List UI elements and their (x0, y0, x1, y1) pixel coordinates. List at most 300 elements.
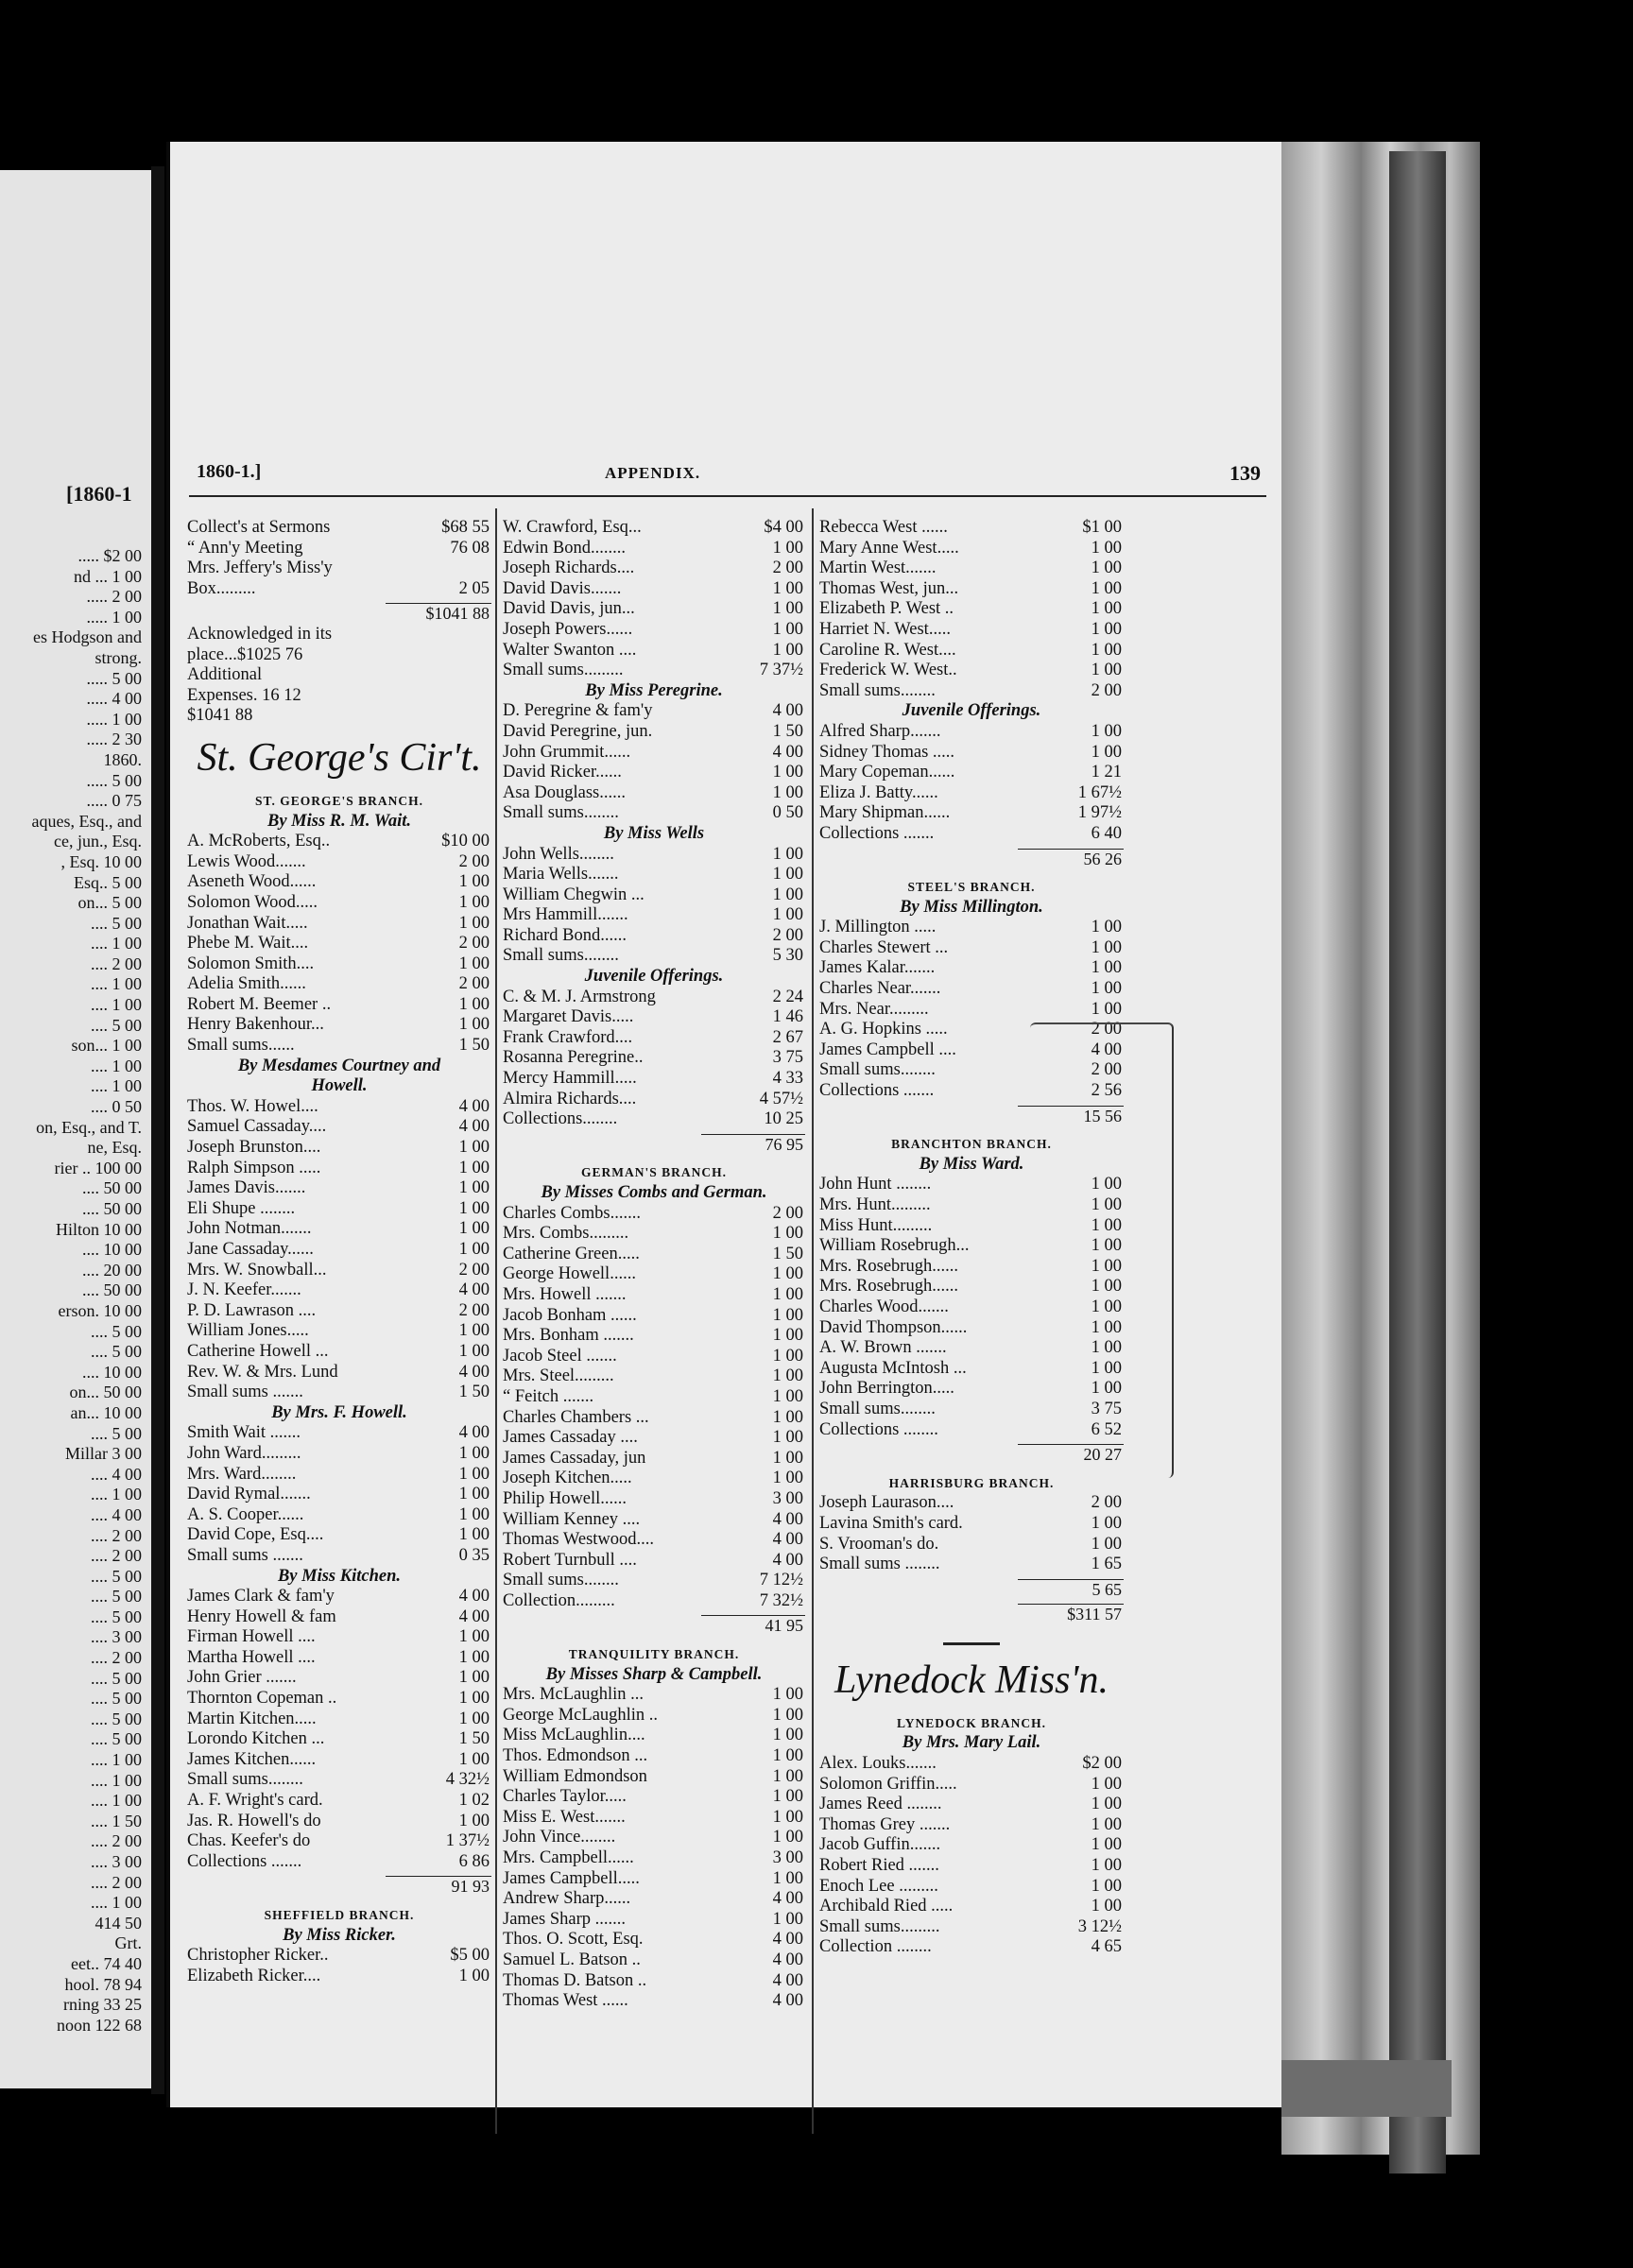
contributor-name: Mrs. Rosebrugh...... (819, 1256, 958, 1276)
contributor-name: Frank Crawford.... (503, 1027, 633, 1047)
amount: 1 00 (458, 1240, 490, 1259)
prev-page-line: ..... 5 00 (86, 668, 142, 688)
contributor-name: James Kalar....... (819, 958, 936, 978)
contributor-name: Samuel L. Batson .. (503, 1950, 641, 1969)
contributor-name: Small sums........ (819, 680, 936, 700)
prev-page-line: ne, Esq. (87, 1138, 142, 1158)
contribution-row (503, 1787, 805, 1808)
contribution-row (187, 1648, 491, 1669)
contribution-row (819, 824, 1124, 845)
prev-page-line: .... 2 00 (91, 1546, 142, 1566)
prev-page-line: .... 5 00 (91, 1015, 142, 1035)
amount: 1 00 (1091, 918, 1122, 937)
amount: 3 12½ (1077, 1916, 1122, 1936)
contribution-row (503, 1366, 805, 1387)
contributor-name: Additional (187, 665, 263, 685)
prev-page-line: ..... 1 00 (86, 709, 142, 729)
contributor-name: David Peregrine, jun. (503, 721, 653, 741)
header-title: APPENDIX. (605, 464, 701, 482)
contributor-name: Expenses. 16 12 (187, 685, 301, 705)
amount: 1 00 (1091, 1835, 1122, 1855)
contributor-name: John Wells........ (503, 844, 614, 864)
contribution-row (187, 954, 491, 975)
header-date: 1860-1.] (197, 461, 262, 482)
collector-heading: By Miss R. M. Wait. (267, 811, 411, 831)
amount: 1 00 (458, 1443, 490, 1463)
prev-page-line: .... 1 00 (91, 1791, 142, 1811)
contributor-name: James Sharp ....... (503, 1909, 626, 1929)
amount: 1 00 (1091, 1513, 1122, 1533)
contributor-name: Harriet N. West..... (819, 619, 951, 639)
amount: 1 00 (458, 1647, 490, 1667)
prev-page-line: .... 5 00 (91, 1566, 142, 1586)
collector-heading: By Miss Kitchen. (277, 1566, 402, 1586)
amount: 1 00 (772, 1868, 803, 1888)
subtotal: 56 26 (1018, 849, 1124, 870)
contributor-name: James Campbell..... (503, 1868, 640, 1888)
amount: 1 00 (1091, 640, 1122, 660)
contributor-name: Jane Cassaday...... (187, 1240, 314, 1259)
contribution-row (187, 1423, 491, 1444)
prev-page-line: erson. 10 00 (58, 1300, 142, 1320)
contribution-row (187, 995, 491, 1016)
column-2 (503, 518, 805, 2012)
contributor-name: Robert Turnbull .... (503, 1550, 637, 1570)
amount: 1 00 (1091, 1297, 1122, 1316)
prev-page-line: aques, Esq., and (31, 811, 142, 831)
contribution-row (503, 1264, 805, 1285)
contribution-row (503, 885, 805, 906)
contributor-name: Eliza J. Batty...... (819, 782, 938, 802)
contribution-row (503, 1469, 805, 1489)
contributor-name: Thos. Edmondson ... (503, 1746, 648, 1766)
amount: 2 00 (458, 974, 490, 994)
amount: 5 30 (772, 946, 803, 966)
amount: $4 00 (764, 518, 803, 537)
prev-page-line: .... 2 00 (91, 1872, 142, 1892)
branch-heading: SHEFFIELD BRANCH. (264, 1908, 415, 1922)
amount: 7 37½ (759, 661, 803, 680)
amount: 10 25 (764, 1109, 803, 1129)
contribution-row (187, 518, 491, 539)
amount: 2 05 (458, 578, 490, 598)
contributor-name: A. W. Brown ....... (819, 1338, 947, 1358)
amount: 1 00 (1091, 1534, 1122, 1554)
contribution-row (503, 1306, 805, 1327)
amount: 4 00 (458, 1587, 490, 1606)
contribution-row (187, 1852, 491, 1873)
contribution-row (187, 706, 491, 727)
amount: 3 00 (772, 1488, 803, 1508)
contribution-row (819, 599, 1124, 620)
contribution-row (819, 620, 1124, 641)
subtotal: 20 27 (1018, 1444, 1124, 1466)
contribution-row (819, 1937, 1124, 1958)
prev-page-line: .... 50 00 (82, 1178, 142, 1198)
contributor-name: Robert Ried ....... (819, 1856, 939, 1876)
contribution-row (187, 1627, 491, 1648)
amount: 1 00 (772, 1705, 803, 1725)
contributor-name: Mary Copeman...... (819, 763, 955, 782)
contributor-name: Thos. O. Scott, Esq. (503, 1930, 644, 1950)
amount: 1 00 (458, 1668, 490, 1688)
contributor-name: Elizabeth Ricker.... (187, 1966, 321, 1985)
amount: 1 00 (1091, 1379, 1122, 1399)
contributor-name: Andrew Sharp...... (503, 1889, 631, 1909)
section-rule (943, 1642, 1000, 1645)
book-bottom-edge (1281, 2060, 1452, 2117)
ink-bracket-mark (1030, 1022, 1174, 1478)
amount: 4 00 (458, 1280, 490, 1300)
contribution-row (819, 1917, 1124, 1938)
amount: 2 00 (458, 934, 490, 954)
contributor-name: John Vince........ (503, 1828, 616, 1847)
amount: 1 97½ (1077, 803, 1122, 823)
contributor-name: Lorondo Kitchen ... (187, 1729, 325, 1749)
contribution-row (819, 763, 1124, 783)
contribution-row (819, 803, 1124, 824)
contribution-row (503, 1848, 805, 1869)
branch-heading: LYNEDOCK BRANCH. (896, 1715, 1047, 1730)
contributor-name: William Edmondson (503, 1766, 647, 1786)
contributor-name: Catherine Howell ... (187, 1341, 329, 1361)
contributor-name: Thomas Westwood.... (503, 1530, 655, 1550)
amount: 2 24 (772, 987, 803, 1006)
contribution-row (819, 958, 1124, 979)
contributor-name: Christopher Ricker.. (187, 1946, 329, 1966)
subtotal: 15 56 (1018, 1106, 1124, 1127)
contributor-name: A. McRoberts, Esq.. (187, 832, 331, 851)
contribution-row (187, 974, 491, 995)
contributor-name: Phebe M. Wait.... (187, 934, 309, 954)
amount: 1 00 (458, 1015, 490, 1035)
amount: 1 00 (772, 1766, 803, 1786)
contribution-row (187, 686, 491, 707)
amount: 4 00 (772, 1509, 803, 1529)
amount: 1 67½ (1077, 782, 1122, 802)
prev-page-line: rning 33 25 (63, 1995, 142, 2015)
amount: 1 00 (772, 1469, 803, 1488)
amount: 4 00 (772, 1889, 803, 1909)
amount: 1 00 (772, 1448, 803, 1468)
contribution-row (187, 1342, 491, 1363)
prev-page-line: ..... 5 00 (86, 770, 142, 790)
contributor-name: Small sums ....... (187, 1545, 303, 1565)
contributor-name: John Ward......... (187, 1443, 301, 1463)
amount: 7 12½ (759, 1571, 803, 1590)
amount: 1 50 (772, 1244, 803, 1263)
amount: 2 00 (458, 851, 490, 871)
contributor-name: Thornton Copeman .. (187, 1689, 337, 1709)
amount: 1 46 (772, 1007, 803, 1027)
prev-page-line: ..... 2 00 (86, 587, 142, 607)
contribution-row (819, 1000, 1124, 1021)
amount: 1 00 (772, 1407, 803, 1427)
contributor-name: Mrs. Steel......... (503, 1366, 614, 1386)
amount: 1 00 (458, 1504, 490, 1524)
amount: 4 00 (458, 1423, 490, 1443)
contribution-row (503, 1387, 805, 1408)
amount: 4 65 (1091, 1937, 1122, 1957)
contributor-name: Mary Anne West..... (819, 538, 959, 558)
contributor-name: C. & M. J. Armstrong (503, 987, 656, 1006)
amount: 1 37½ (445, 1831, 490, 1851)
subtotal: $311 57 (1018, 1604, 1124, 1625)
contributor-name: James Kitchen...... (187, 1749, 317, 1769)
contributor-name: Firman Howell .... (187, 1627, 316, 1647)
contribution-row (187, 1363, 491, 1383)
book-spine-shadow (1389, 151, 1446, 2174)
amount: 1 00 (772, 1264, 803, 1284)
contributor-name: Collections ....... (187, 1851, 302, 1871)
contributor-name: J. N. Keefer....... (187, 1280, 301, 1300)
prev-page-line: .... 10 00 (82, 1362, 142, 1382)
contribution-row (503, 1090, 805, 1110)
contributor-name: Mercy Hammill..... (503, 1069, 637, 1089)
amount: 1 00 (1091, 1215, 1122, 1235)
contributor-name: Charles Chambers ... (503, 1407, 649, 1427)
amount: 4 00 (458, 1117, 490, 1137)
contribution-row (187, 1240, 491, 1261)
amount: 1 00 (458, 913, 490, 933)
prev-page-line: 1860. (103, 749, 142, 769)
prev-page-line: eet.. 74 40 (71, 1953, 142, 1973)
amount: 4 00 (772, 1550, 803, 1570)
prev-page-line: .... 4 00 (91, 1504, 142, 1524)
amount: 1 00 (772, 782, 803, 802)
contribution-row (187, 645, 491, 666)
amount: 1 00 (458, 1811, 490, 1830)
contributor-name: Collection ........ (819, 1937, 932, 1957)
contributor-name: William Jones..... (187, 1321, 309, 1341)
contributor-name: James Clark & fam'y (187, 1587, 335, 1606)
prev-page-line: noon 122 68 (57, 2015, 142, 2035)
contributor-name: Box......... (187, 578, 256, 598)
contributor-name: David Cope, Esq.... (187, 1525, 324, 1545)
contribution-row (819, 661, 1124, 681)
prev-page-line: .... 1 00 (91, 974, 142, 994)
amount: 7 32½ (759, 1590, 803, 1610)
subtotal: 41 95 (701, 1615, 805, 1637)
contribution-row (187, 832, 491, 852)
amount: 1 00 (458, 1485, 490, 1504)
prev-page-line: Grt. (114, 1933, 142, 1953)
amount: 1 00 (772, 865, 803, 885)
contributor-name: Edwin Bond........ (503, 538, 627, 558)
contribution-row (503, 1930, 805, 1950)
contributor-name: Catherine Green..... (503, 1244, 640, 1263)
amount: 1 00 (772, 905, 803, 925)
gutter (151, 166, 164, 2094)
prev-page-line: on... 50 00 (69, 1383, 142, 1402)
contribution-row (819, 1795, 1124, 1815)
amount: 4 00 (458, 1096, 490, 1116)
contribution-row (503, 1449, 805, 1469)
contributor-name: Sidney Thomas ..... (819, 742, 955, 762)
contributor-name: Thos. W. Howel.... (187, 1096, 318, 1116)
prev-page-line: ..... 1 00 (86, 607, 142, 627)
amount: 1 00 (772, 1685, 803, 1705)
amount: 1 00 (458, 1158, 490, 1177)
amount: 1 00 (1091, 619, 1122, 639)
amount: 1 00 (1091, 1256, 1122, 1276)
contributor-name: A. F. Wright's card. (187, 1791, 323, 1811)
contribution-row (187, 1159, 491, 1179)
contributor-name: Jacob Bonham ...... (503, 1305, 637, 1325)
contributor-name: Miss McLaughlin.... (503, 1726, 645, 1745)
contribution-row (187, 1812, 491, 1832)
contributor-name: Small sums........ (503, 1571, 619, 1590)
contributor-name: Collections ....... (819, 1081, 935, 1101)
amount: 1 00 (772, 599, 803, 619)
contributor-name: William Kenney .... (503, 1509, 641, 1529)
amount: 1 00 (772, 640, 803, 660)
contributor-name: Collection......... (503, 1590, 615, 1610)
contribution-row (187, 1831, 491, 1852)
contribution-row (187, 1444, 491, 1465)
contributor-name: Adelia Smith...... (187, 974, 306, 994)
contributor-name: Thomas D. Batson .. (503, 1970, 647, 1990)
contribution-row (187, 1138, 491, 1159)
amount: 1 00 (1091, 1236, 1122, 1256)
contribution-row (187, 1036, 491, 1057)
contributor-name: S. Vrooman's do. (819, 1534, 939, 1554)
contribution-row (503, 1109, 805, 1130)
contributor-name: Walter Swanton .... (503, 640, 637, 660)
contributor-name: David Davis, jun... (503, 599, 635, 619)
amount: 2 00 (1091, 1060, 1122, 1080)
amount: 1 00 (1091, 1876, 1122, 1896)
contributor-name: Rebecca West ...... (819, 518, 948, 537)
contribution-row (187, 1485, 491, 1505)
contribution-row (503, 1991, 805, 2012)
contribution-row (819, 641, 1124, 662)
amount: 1 00 (772, 1909, 803, 1929)
contributor-name: David Rymal....... (187, 1485, 311, 1504)
amount: 1 00 (772, 1386, 803, 1406)
contribution-row (503, 1706, 805, 1727)
amount: 1 00 (772, 1366, 803, 1386)
contribution-row (819, 938, 1124, 959)
contribution-row (187, 872, 491, 893)
contribution-row (187, 1710, 491, 1730)
contributor-name: Collections........ (503, 1109, 618, 1129)
contribution-row (503, 620, 805, 641)
contribution-row (187, 665, 491, 686)
contribution-row (503, 763, 805, 783)
amount: 1 50 (458, 1383, 490, 1402)
contributor-name: Small sums ........ (819, 1555, 940, 1574)
amount: 2 00 (1091, 1020, 1122, 1040)
contribution-row (819, 539, 1124, 559)
contributor-name: Small sums........ (819, 1060, 936, 1080)
contribution-row (819, 1835, 1124, 1856)
amount: $68 55 (441, 518, 490, 537)
prev-page-line: .... 1 00 (91, 1770, 142, 1790)
contribution-row (503, 1408, 805, 1429)
prev-page-line: .... 5 00 (91, 1606, 142, 1626)
contributor-name: John Grummit...... (503, 742, 631, 762)
contributor-name: Richard Bond...... (503, 925, 627, 945)
contribution-row (503, 803, 805, 824)
prev-page-line: .... 10 00 (82, 1240, 142, 1260)
contribution-row (819, 979, 1124, 1000)
amount: 2 00 (1091, 680, 1122, 700)
contribution-row (503, 783, 805, 804)
contribution-row (503, 905, 805, 926)
amount: 2 56 (1091, 1081, 1122, 1101)
contribution-row (187, 539, 491, 559)
contributor-name: Samuel Cassaday.... (187, 1117, 327, 1137)
contribution-row (187, 1607, 491, 1628)
amount: 4 00 (772, 1970, 803, 1990)
amount: 4 00 (1091, 1040, 1122, 1059)
contribution-row (819, 1815, 1124, 1836)
contributor-name: Mrs. Campbell...... (503, 1848, 634, 1867)
contributor-name: David Ricker...... (503, 763, 622, 782)
contribution-row (819, 783, 1124, 804)
contributor-name: Mrs. Near......... (819, 999, 929, 1019)
contribution-row (187, 1097, 491, 1118)
branch-heading: ST. GEORGE'S BRANCH. (254, 793, 424, 808)
contributor-name: Thomas Grey ....... (819, 1814, 951, 1834)
prev-page-line: nd ... 1 00 (74, 566, 142, 586)
contributor-name: A. G. Hopkins ..... (819, 1020, 948, 1040)
contribution-row (503, 1571, 805, 1591)
contribution-row (503, 1245, 805, 1265)
contributor-name: Enoch Lee ......... (819, 1876, 938, 1896)
amount: 1 00 (1091, 721, 1122, 741)
column-1 (187, 518, 491, 1986)
contributor-name: Small sums........ (503, 803, 619, 823)
contribution-row (503, 1489, 805, 1510)
contributor-name: Charles Near....... (819, 979, 941, 999)
amount: 0 50 (772, 803, 803, 823)
amount: 1 00 (458, 1627, 490, 1647)
contributor-name: D. Peregrine & fam'y (503, 701, 653, 721)
amount: 4 00 (458, 1606, 490, 1626)
contributor-name: Alex. Louks....... (819, 1754, 937, 1774)
subtotal: $1041 88 (386, 603, 491, 625)
contributor-name: Lavina Smith's card. (819, 1513, 963, 1533)
amount: 2 00 (772, 1203, 803, 1223)
amount: 1 00 (458, 954, 490, 973)
prev-page-line: ..... $2 00 (77, 546, 142, 565)
prev-page-line: .... 5 00 (91, 1668, 142, 1688)
contribution-row (819, 1493, 1124, 1514)
amount: 1 00 (772, 885, 803, 904)
contribution-row (187, 1689, 491, 1710)
contribution-row (503, 1910, 805, 1931)
contribution-row (187, 893, 491, 914)
prev-page-line: .... 1 00 (91, 995, 142, 1015)
contribution-row (503, 1347, 805, 1367)
contribution-row (819, 681, 1124, 702)
prev-page-line: Esq.. 5 00 (74, 872, 142, 892)
contribution-row (187, 1770, 491, 1791)
amount: $5 00 (450, 1946, 490, 1966)
prev-page-line: .... 2 00 (91, 1831, 142, 1851)
contribution-row (503, 539, 805, 559)
contributor-name: Solomon Griffin..... (819, 1774, 957, 1794)
contributor-name: Small sums...... (187, 1036, 295, 1056)
contributor-name: Ralph Simpson ..... (187, 1158, 321, 1177)
amount: 4 00 (458, 1362, 490, 1382)
contribution-row (503, 946, 805, 967)
amount: $1 00 (1082, 518, 1122, 537)
contribution-row (187, 1199, 491, 1220)
contributor-name: James Davis....... (187, 1178, 306, 1198)
